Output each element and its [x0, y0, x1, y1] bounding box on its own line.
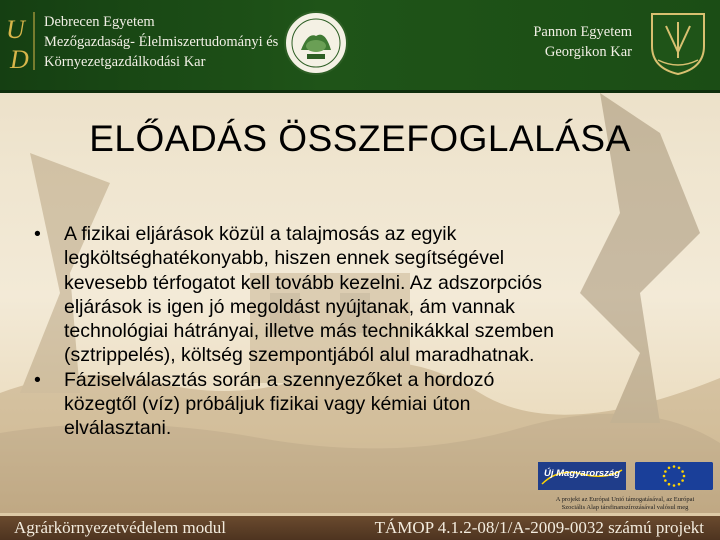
bullet-2-line-1: Fáziselválasztás során a szennyezőket a hordozó	[64, 368, 495, 391]
bullet-2-line-2: közegtől (víz) próbáljuk fizikai vagy kémiai úton	[64, 393, 471, 416]
bullet-item-2	[30, 368, 670, 441]
right-institution-name	[533, 22, 632, 62]
footer-module-name: Agrárkörnyezetvédelem modul	[14, 518, 226, 537]
svg-text:D: D	[10, 45, 29, 74]
footer-project-id: TÁMOP 4.1.2-08/1/A-2009-0032 számú projekt	[374, 518, 704, 537]
bullet-2-line-3: elválasztani.	[64, 417, 172, 440]
svg-text:U: U	[6, 15, 25, 44]
funding-caption-line2: Szociális Alap társfinanszírozásával valósul meg	[561, 504, 689, 511]
left-institution-line2: Mezőgazdaság- Élelmiszertudományi és	[44, 34, 279, 50]
bullet-marker: •	[34, 223, 41, 245]
right-institution-line1: Pannon Egyetem	[533, 24, 632, 40]
faculty-seal-logo	[283, 10, 349, 76]
left-institution-line1: Debrecen Egyetem	[44, 14, 155, 30]
bullet-1-line-2: legköltséghatékonyabb, hiszen ennek segítségével	[64, 247, 505, 270]
bullet-1-line-1: A fizikai eljárások közül a talajmosás az egyik	[64, 223, 457, 245]
left-institution-line3: Környezetgazdálkodási Kar	[44, 54, 206, 70]
funding-caption-line1: A projekt az Európai Unió támogatásával, az Európai	[555, 496, 695, 503]
slide-title: ELŐADÁS ÖSSZEFOGLALÁSA	[89, 118, 631, 159]
university-logo	[4, 8, 38, 74]
bullet-1-line-3: kevesebb térfogatot kell tovább kezelni. Az adszorpciós	[64, 271, 543, 294]
eu-flag-icon	[635, 462, 713, 490]
uj-magyarorszag-logo	[538, 462, 626, 490]
bullet-marker: •	[34, 368, 41, 391]
header-bar	[0, 0, 720, 93]
left-institution-name	[44, 12, 278, 72]
uj-magyarorszag-text: Új Magyarország	[544, 468, 621, 479]
bullet-1-line-6: (sztrippelés), költség szempontjából alul maradhatnak.	[64, 344, 535, 367]
right-institution-line2: Georgikon Kar	[544, 44, 632, 60]
funding-caption	[534, 496, 716, 512]
bullet-1-line-5: technológiai hátrányai, illetve más technikákkal szemben	[64, 320, 554, 343]
funding-logos	[532, 458, 716, 514]
slide-content	[30, 222, 670, 441]
bullet-item-1	[30, 222, 670, 368]
georgikon-shield-logo	[646, 8, 710, 78]
footer-bar	[0, 516, 720, 540]
bullet-1-line-4: eljárások is igen jó megoldást nyújtanak, ám vannak	[64, 295, 515, 318]
